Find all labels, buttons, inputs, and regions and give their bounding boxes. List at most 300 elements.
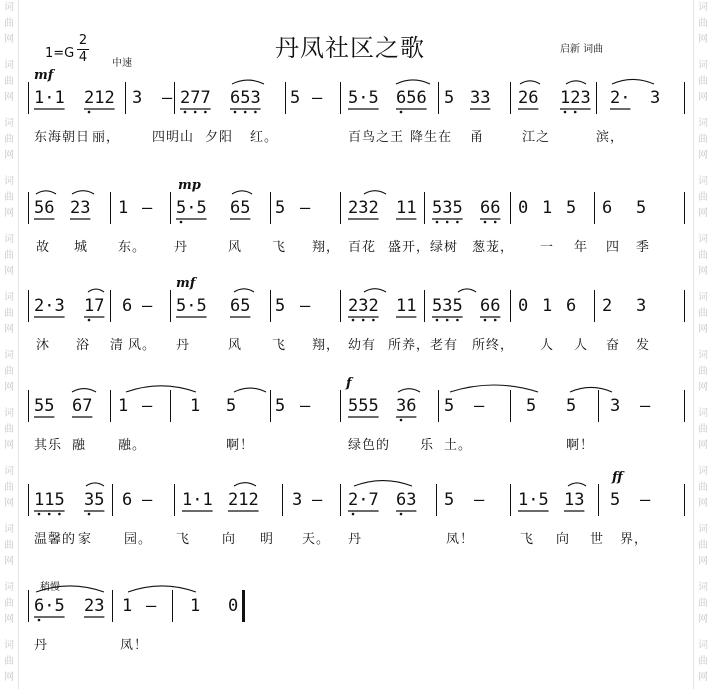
key-signature: 1=G	[45, 46, 75, 61]
note-group: 5	[226, 396, 237, 416]
octave-dot	[564, 111, 567, 114]
note-group: 5	[566, 198, 577, 218]
note-group: 1	[190, 596, 201, 616]
slur-arc	[36, 586, 104, 592]
watermark-glyph: 曲	[698, 308, 708, 319]
note-group: 1·1	[182, 490, 213, 510]
notation-marks	[0, 70, 712, 140]
dynamic-marking: mf	[34, 68, 54, 83]
note-group: 5	[566, 396, 577, 416]
note-group: 232	[348, 198, 379, 218]
note-group: –	[312, 88, 323, 108]
slur-arc	[232, 80, 264, 84]
note-group: 277	[180, 88, 211, 108]
note-group: 555	[348, 396, 379, 416]
note-group: 2	[602, 296, 613, 316]
octave-dot	[456, 319, 459, 322]
lyric-text: 四明山	[152, 130, 195, 145]
note-group: 123	[560, 88, 591, 108]
slur-arc	[612, 79, 654, 84]
lyric-text: 飞	[272, 338, 287, 353]
note-group: 2·7	[348, 490, 379, 510]
time-signature-top: 2	[78, 33, 88, 48]
notation-marks	[0, 378, 712, 448]
lyric-text: 啊！	[226, 438, 255, 453]
note-group: 0	[518, 198, 529, 218]
octave-dot	[88, 513, 91, 516]
notation-marks	[0, 472, 712, 542]
note-group: 6·5	[34, 596, 65, 616]
score-line	[0, 276, 712, 353]
note-group: 23	[70, 198, 91, 218]
octave-dot	[352, 513, 355, 516]
lyric-text: 东。	[118, 240, 147, 255]
watermark-glyph: 网	[4, 614, 14, 625]
note-group: 66	[480, 296, 501, 316]
note-group: 56	[34, 198, 55, 218]
watermark-glyph: 曲	[698, 250, 708, 261]
slur-arc	[234, 388, 266, 392]
note-group: 26	[518, 88, 539, 108]
slur-arc	[398, 389, 420, 392]
note-group: 35	[84, 490, 105, 510]
watermark-glyph: 曲	[698, 18, 708, 29]
score-line	[0, 470, 712, 547]
note-group: 1	[542, 198, 553, 218]
watermark-glyph: 网	[698, 150, 708, 161]
note-group: –	[640, 396, 651, 416]
lyric-text: 丹	[176, 338, 191, 353]
note-group: 535	[432, 198, 463, 218]
song-title: 丹凤社区之歌	[275, 34, 425, 62]
watermark-glyph: 曲	[4, 134, 14, 145]
note-group: 6	[602, 198, 613, 218]
lyric-text: 园。	[124, 532, 153, 547]
watermark-glyph: 词	[4, 640, 14, 651]
note-group: –	[640, 490, 651, 510]
lyric-text: 奋	[606, 338, 621, 353]
watermark-glyph: 词	[698, 640, 708, 651]
watermark-glyph: 曲	[698, 482, 708, 493]
time-signature-bottom: 4	[78, 50, 88, 65]
watermark-glyph: 网	[698, 556, 708, 567]
lyric-text: 江之	[522, 130, 551, 145]
lyric-text: 发	[636, 338, 651, 353]
dynamic-marking: mf	[176, 276, 196, 291]
watermark-glyph: 词	[4, 234, 14, 245]
lyric-text: 风。	[128, 338, 157, 353]
octave-dot	[362, 319, 365, 322]
note-group: 212	[228, 490, 259, 510]
note-group: 3	[292, 490, 303, 510]
watermark-glyph: 词	[698, 524, 708, 535]
watermark-glyph: 词	[698, 2, 708, 13]
watermark-glyph: 网	[4, 150, 14, 161]
lyric-text: 人	[540, 338, 555, 353]
slur-arc	[86, 483, 104, 486]
slur-arc	[570, 387, 612, 392]
octave-dot	[494, 319, 497, 322]
watermark-glyph: 词	[698, 582, 708, 593]
slur-arc	[520, 81, 540, 84]
lyric-text: 城	[74, 240, 89, 255]
watermark-glyph: 网	[698, 266, 708, 277]
note-group: 0	[228, 596, 239, 616]
watermark-glyph: 网	[4, 672, 14, 683]
octave-dot	[180, 221, 183, 224]
note-group: 1·5	[518, 490, 549, 510]
watermark-glyph: 曲	[698, 656, 708, 667]
lyric-text: 世	[590, 532, 605, 547]
lyric-text: 东海朝日	[34, 130, 91, 145]
lyric-text: 百鸟之王	[348, 130, 405, 145]
note-group: –	[142, 198, 153, 218]
lyric-text: 浴	[76, 338, 91, 353]
lyric-text: 季	[636, 240, 651, 255]
slur-arc	[234, 289, 254, 292]
octave-dot	[372, 319, 375, 322]
octave-dot	[494, 221, 497, 224]
watermark-glyph: 词	[698, 350, 708, 361]
watermark-glyph: 词	[4, 118, 14, 129]
note-group: 1	[122, 596, 133, 616]
lyric-text: 飞	[272, 240, 287, 255]
slur-arc	[72, 191, 94, 194]
lyric-text: 绿色的	[348, 438, 391, 453]
note-group: 5	[636, 198, 647, 218]
octave-dot	[58, 513, 61, 516]
watermark-glyph: 词	[698, 60, 708, 71]
lyric-text: 向	[556, 532, 571, 547]
slur-arc	[232, 191, 252, 194]
watermark-glyph: 网	[698, 614, 708, 625]
note-group: 212	[84, 88, 115, 108]
watermark-glyph: 词	[4, 524, 14, 535]
watermark-glyph: 词	[4, 60, 14, 71]
slur-arc	[354, 481, 412, 486]
octave-dot	[436, 221, 439, 224]
note-group: 1	[118, 396, 129, 416]
note-group: –	[142, 296, 153, 316]
octave-dot	[400, 419, 403, 422]
lyric-text: 降生在	[410, 130, 453, 145]
note-group: 6	[122, 296, 133, 316]
note-group: 2·	[610, 88, 631, 108]
lyric-text: 融。	[118, 438, 147, 453]
note-group: –	[300, 198, 311, 218]
watermark-glyph: 网	[698, 672, 708, 683]
watermark-glyph: 网	[698, 498, 708, 509]
lyric-text: 家	[78, 532, 93, 547]
watermark-glyph: 词	[4, 176, 14, 187]
lyric-text: 沐	[36, 338, 51, 353]
lyric-text: 风	[228, 338, 243, 353]
octave-dot	[400, 513, 403, 516]
note-group: 0	[518, 296, 529, 316]
note-group: 6	[122, 490, 133, 510]
lyric-text: 翔，	[312, 338, 341, 353]
watermark-glyph: 曲	[698, 366, 708, 377]
lyric-text: 一	[540, 240, 555, 255]
octave-dot	[204, 111, 207, 114]
slur-arc	[568, 483, 586, 486]
note-group: 13	[564, 490, 585, 510]
watermark-glyph: 曲	[698, 134, 708, 145]
note-group: –	[162, 88, 173, 108]
lyric-text: 年	[574, 240, 589, 255]
lyric-text: 其乐	[34, 438, 63, 453]
watermark-glyph: 网	[698, 92, 708, 103]
note-group: 1	[118, 198, 129, 218]
lyric-text: 凤！	[446, 532, 475, 547]
note-group: –	[300, 296, 311, 316]
note-group: 63	[396, 490, 417, 510]
octave-dot	[234, 111, 237, 114]
octave-dot	[48, 513, 51, 516]
octave-dot	[38, 619, 41, 622]
lyric-text: 所养，老有	[388, 338, 459, 353]
lyric-text: 界，	[620, 532, 649, 547]
note-group: 6	[566, 296, 577, 316]
lyric-text: 丽，	[92, 130, 121, 145]
lyric-text: 风	[228, 240, 243, 255]
lyric-text: 故	[36, 240, 51, 255]
watermark-glyph: 词	[698, 292, 708, 303]
watermark-glyph: 网	[4, 266, 14, 277]
tempo-marking: 中速	[112, 58, 132, 69]
lyric-text: 乐	[420, 438, 435, 453]
watermark-glyph: 词	[4, 408, 14, 419]
lyric-text: 融	[72, 438, 87, 453]
watermark-glyph: 曲	[698, 598, 708, 609]
watermark-glyph: 曲	[4, 656, 14, 667]
lyric-text: 向	[222, 532, 237, 547]
note-group: 3	[132, 88, 143, 108]
lyric-text: 四	[606, 240, 621, 255]
watermark-glyph: 网	[4, 34, 14, 45]
note-group: 3	[636, 296, 647, 316]
note-group: –	[142, 490, 153, 510]
lyric-text: 葱茏，	[472, 240, 515, 255]
note-group: 656	[396, 88, 427, 108]
lyric-text: 所终，	[472, 338, 515, 353]
watermark-glyph: 词	[698, 466, 708, 477]
watermark-glyph: 网	[698, 382, 708, 393]
watermark-glyph: 曲	[4, 18, 14, 29]
score-line	[0, 68, 712, 145]
watermark-glyph: 词	[698, 118, 708, 129]
watermark-glyph: 词	[4, 2, 14, 13]
lyric-text: 人	[574, 338, 589, 353]
watermark-glyph: 网	[4, 440, 14, 451]
watermark-glyph: 网	[698, 440, 708, 451]
lyric-text: 清	[110, 338, 125, 353]
note-group: 653	[230, 88, 261, 108]
octave-dot	[574, 111, 577, 114]
note-group: 5·5	[176, 198, 207, 218]
watermark-glyph: 曲	[4, 598, 14, 609]
lyric-text: 百花	[348, 240, 377, 255]
lyric-text: 盛开，绿树	[388, 240, 459, 255]
notation-marks	[0, 578, 712, 648]
octave-dot	[184, 111, 187, 114]
slur-arc	[128, 586, 196, 592]
note-group: 67	[72, 396, 93, 416]
note-group: 36	[396, 396, 417, 416]
octave-dot	[484, 221, 487, 224]
note-group: 5	[610, 490, 621, 510]
watermark-glyph: 词	[698, 408, 708, 419]
note-group: 11	[396, 198, 417, 218]
lyric-text: 翔，	[312, 240, 341, 255]
slur-arc	[72, 389, 96, 392]
note-group: –	[142, 396, 153, 416]
lyric-text: 夕阳	[205, 130, 234, 145]
note-group: 2·3	[34, 296, 65, 316]
watermark-glyph: 曲	[698, 540, 708, 551]
note-group: 115	[34, 490, 65, 510]
lyric-text: 丹	[348, 532, 363, 547]
octave-dot	[436, 319, 439, 322]
note-group: 11	[396, 296, 417, 316]
watermark-glyph: 曲	[4, 540, 14, 551]
lyric-text: 天。	[302, 532, 331, 547]
watermark-glyph: 网	[4, 382, 14, 393]
score-line	[0, 578, 712, 653]
octave-dot	[38, 513, 41, 516]
octave-dot	[194, 111, 197, 114]
slur-arc	[126, 386, 196, 392]
note-group: 5	[275, 396, 286, 416]
lyric-text: 凤！	[120, 638, 149, 653]
slur-arc	[36, 191, 56, 194]
octave-dot	[88, 319, 91, 322]
score-line	[0, 178, 712, 255]
note-group: 65	[230, 296, 251, 316]
lyric-text: 温馨的	[34, 532, 77, 547]
dynamic-marking: ff	[612, 470, 623, 485]
watermark-glyph: 网	[698, 324, 708, 335]
watermark-glyph: 曲	[4, 424, 14, 435]
note-group: 1·1	[34, 88, 65, 108]
note-group: 3	[650, 88, 661, 108]
note-group: 5	[526, 396, 537, 416]
note-group: 33	[470, 88, 491, 108]
lyric-text: 红。	[250, 130, 279, 145]
watermark-glyph: 词	[698, 176, 708, 187]
watermark-glyph: 曲	[4, 250, 14, 261]
note-group: 5	[444, 396, 455, 416]
octave-dot	[446, 221, 449, 224]
octave-dot	[484, 319, 487, 322]
note-group: 17	[84, 296, 105, 316]
lyric-text: 飞	[176, 532, 191, 547]
notation-marks	[0, 180, 712, 250]
watermark-glyph: 词	[4, 292, 14, 303]
watermark-glyph: 词	[698, 234, 708, 245]
note-group: 5·5	[176, 296, 207, 316]
slur-arc	[234, 483, 256, 486]
lyric-text: 滨，	[596, 130, 625, 145]
lyric-text: 啊！	[566, 438, 595, 453]
note-group: 55	[34, 396, 55, 416]
dynamic-marking: f	[346, 376, 352, 391]
note-group: 1	[542, 296, 553, 316]
watermark-glyph: 曲	[698, 424, 708, 435]
watermark-glyph: 词	[4, 350, 14, 361]
note-group: 232	[348, 296, 379, 316]
lyric-text: 明	[260, 532, 275, 547]
note-group: –	[312, 490, 323, 510]
octave-dot	[400, 111, 403, 114]
slur-arc	[396, 80, 430, 84]
watermark-glyph: 网	[4, 324, 14, 335]
lyric-text: 土。	[444, 438, 473, 453]
watermark-glyph: 网	[4, 498, 14, 509]
note-group: –	[146, 596, 157, 616]
note-group: 65	[230, 198, 251, 218]
note-group: 5	[275, 296, 286, 316]
octave-dot	[254, 111, 257, 114]
slur-arc	[88, 289, 104, 292]
time-signature	[76, 33, 90, 66]
watermark-glyph: 曲	[4, 308, 14, 319]
watermark-glyph: 曲	[4, 482, 14, 493]
dynamic-marking: mp	[178, 178, 201, 193]
slur-arc	[364, 191, 386, 194]
note-group: –	[474, 396, 485, 416]
note-group: 5	[444, 88, 455, 108]
slur-arc	[458, 289, 476, 292]
octave-dot	[446, 319, 449, 322]
watermark-glyph: 网	[4, 556, 14, 567]
note-group: 535	[432, 296, 463, 316]
watermark-glyph: 曲	[698, 192, 708, 203]
watermark-glyph: 曲	[4, 76, 14, 87]
slur-arc	[450, 385, 538, 392]
note-group: –	[300, 396, 311, 416]
lyric-text: 甬	[470, 130, 485, 145]
note-group: 5	[290, 88, 301, 108]
note-group: 5·5	[348, 88, 379, 108]
lyric-text: 飞	[520, 532, 535, 547]
note-group: 66	[480, 198, 501, 218]
credit-line: 启新 词曲	[560, 44, 604, 55]
octave-dot	[88, 111, 91, 114]
watermark-glyph: 网	[698, 208, 708, 219]
watermark-glyph: 曲	[4, 366, 14, 377]
watermark-glyph: 网	[698, 34, 708, 45]
octave-dot	[456, 221, 459, 224]
slur-arc	[364, 289, 386, 292]
note-group: 5	[444, 490, 455, 510]
watermark-glyph: 网	[4, 92, 14, 103]
notation-marks	[0, 278, 712, 348]
score-line	[0, 376, 712, 453]
watermark-glyph: 曲	[698, 76, 708, 87]
note-group: 5	[275, 198, 286, 218]
lyric-text: 丹	[174, 240, 189, 255]
octave-dot	[244, 111, 247, 114]
octave-dot	[352, 319, 355, 322]
watermark-glyph: 词	[4, 582, 14, 593]
lyric-text: 幼有	[348, 338, 377, 353]
note-group: 3	[610, 396, 621, 416]
note-group: –	[474, 490, 485, 510]
note-group: 23	[84, 596, 105, 616]
watermark-glyph: 曲	[4, 192, 14, 203]
watermark-glyph: 词	[4, 466, 14, 477]
